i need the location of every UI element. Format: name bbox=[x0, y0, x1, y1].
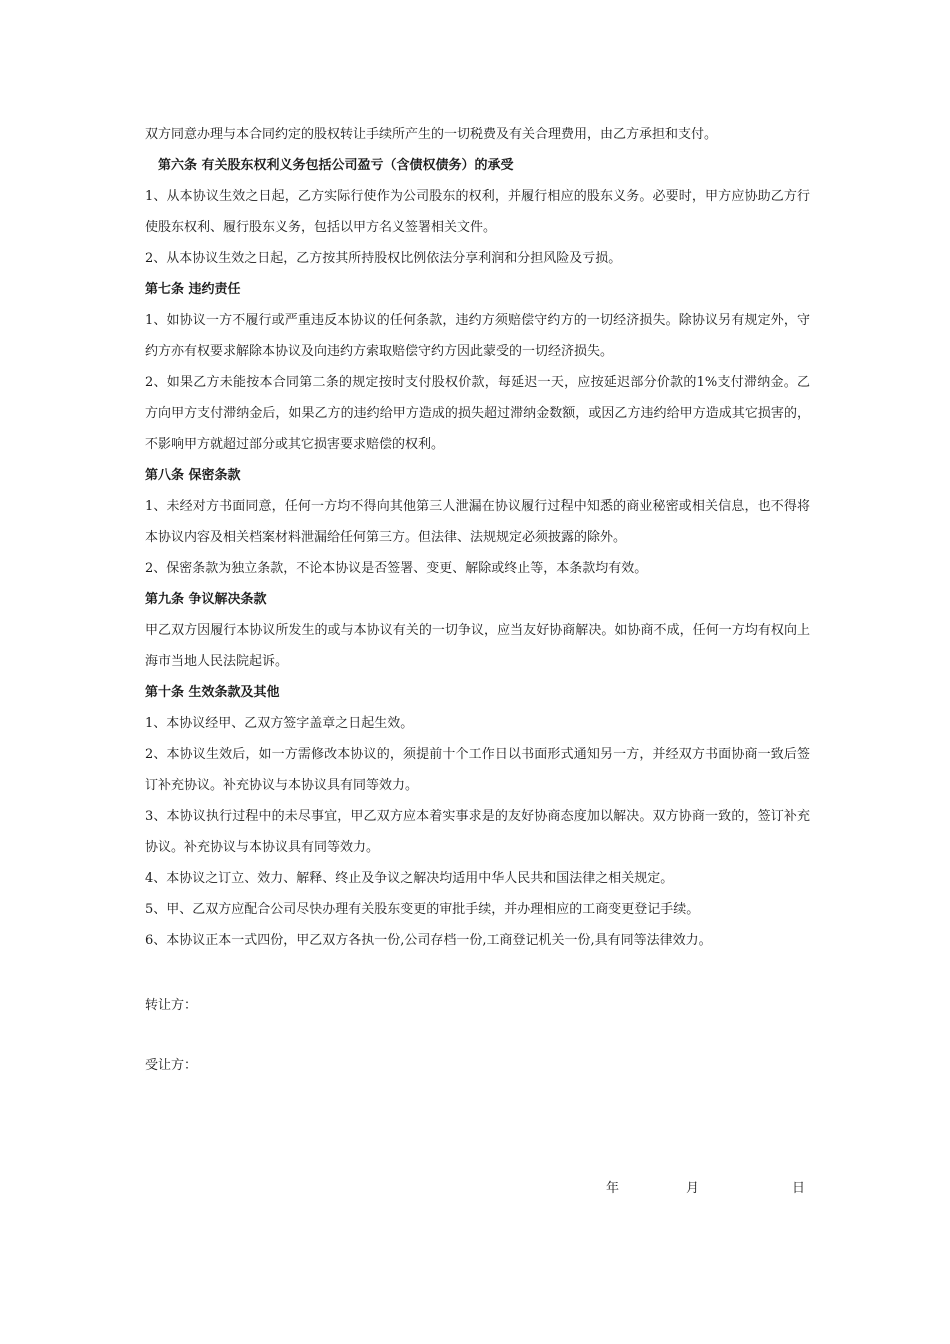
section-10-para-4: 4、本协议之订立、效力、解释、终止及争议之解决均适用中华人民共和国法律之相关规定。 bbox=[145, 871, 674, 886]
section-10-heading: 第十条 生效条款及其他 bbox=[145, 685, 280, 700]
section-10-para-5: 5、甲、乙双方应配合公司尽快办理有关股东变更的审批手续，并办理相应的工商变更登记手续。 bbox=[145, 902, 700, 917]
section-7-para-2: 2、如果乙方未能按本合同第二条的规定按时支付股权价款，每延迟一天，应按延迟部分价款的1%支付滞纳金。乙方向甲方支付滞纳金后，如果乙方的违约给甲方造成的损失超过滞纳金数额，或因乙方违约给甲方造成其它损害的，不影响甲方就超过部分或其它损害要求赔偿的权利。 bbox=[145, 375, 810, 452]
section-8-para-1: 1、未经对方书面同意，任何一方均不得向其他第三人泄漏在协议履行过程中知悉的商业秘密或相关信息，也不得将本协议内容及相关档案材料泄漏给任何第三方。但法律、法规规定必须披露的除外。 bbox=[145, 499, 810, 545]
section-10-para-2: 2、本协议生效后，如一方需修改本协议的，须提前十个工作日以书面形式通知另一方，并经双方书面协商一致后签订补充协议。补充协议与本协议具有同等效力。 bbox=[145, 747, 810, 793]
section-6-para-1: 1、从本协议生效之日起，乙方实际行使作为公司股东的权利，并履行相应的股东义务。必要时，甲方应协助乙方行使股东权利、履行股东义务，包括以甲方名义签署相关文件。 bbox=[145, 189, 810, 235]
transferee-label: 受让方： bbox=[145, 1058, 198, 1073]
signing-date bbox=[606, 1179, 810, 1199]
date-year-label: 年 bbox=[606, 1181, 620, 1196]
section-8-heading: 第八条 保密条款 bbox=[145, 468, 241, 483]
section-10-para-1: 1、本协议经甲、乙双方签字盖章之日起生效。 bbox=[145, 716, 414, 731]
section-10-para-6: 6、本协议正本一式四份，甲乙双方各执一份,公司存档一份,工商登记机关一份,具有同等法律效力。 bbox=[145, 933, 712, 948]
section-9-para-1: 甲乙双方因履行本协议所发生的或与本协议有关的一切争议，应当友好协商解决。如协商不成，任何一方均有权向上海市当地人民法院起诉。 bbox=[145, 623, 810, 669]
intro-paragraph: 双方同意办理与本合同约定的股权转让手续所产生的一切税费及有关合理费用，由乙方承担和支付。 bbox=[145, 127, 718, 142]
date-month-label: 月 bbox=[686, 1181, 700, 1196]
document-body bbox=[145, 119, 810, 1076]
transferor-label: 转让方： bbox=[145, 998, 198, 1013]
date-day-label: 日 bbox=[792, 1181, 806, 1196]
section-8-para-2: 2、保密条款为独立条款，不论本协议是否签署、变更、解除或终止等，本条款均有效。 bbox=[145, 561, 648, 576]
section-6-para-2: 2、从本协议生效之日起，乙方按其所持股权比例依法分享利润和分担风险及亏损。 bbox=[145, 251, 622, 266]
section-7-heading: 第七条 违约责任 bbox=[145, 282, 241, 297]
section-10-para-3: 3、本协议执行过程中的未尽事宜，甲乙双方应本着实事求是的友好协商态度加以解决。双方协商一致的，签订补充协议。补充协议与本协议具有同等效力。 bbox=[145, 809, 810, 855]
section-7-para-1: 1、如协议一方不履行或严重违反本协议的任何条款，违约方须赔偿守约方的一切经济损失。除协议另有规定外，守约方亦有权要求解除本协议及向违约方索取赔偿守约方因此蒙受的一切经济损失。 bbox=[145, 313, 810, 359]
section-9-heading: 第九条 争议解决条款 bbox=[145, 592, 267, 607]
section-6-heading: 第六条 有关股东权利义务包括公司盈亏（含债权债务）的承受 bbox=[158, 158, 514, 173]
